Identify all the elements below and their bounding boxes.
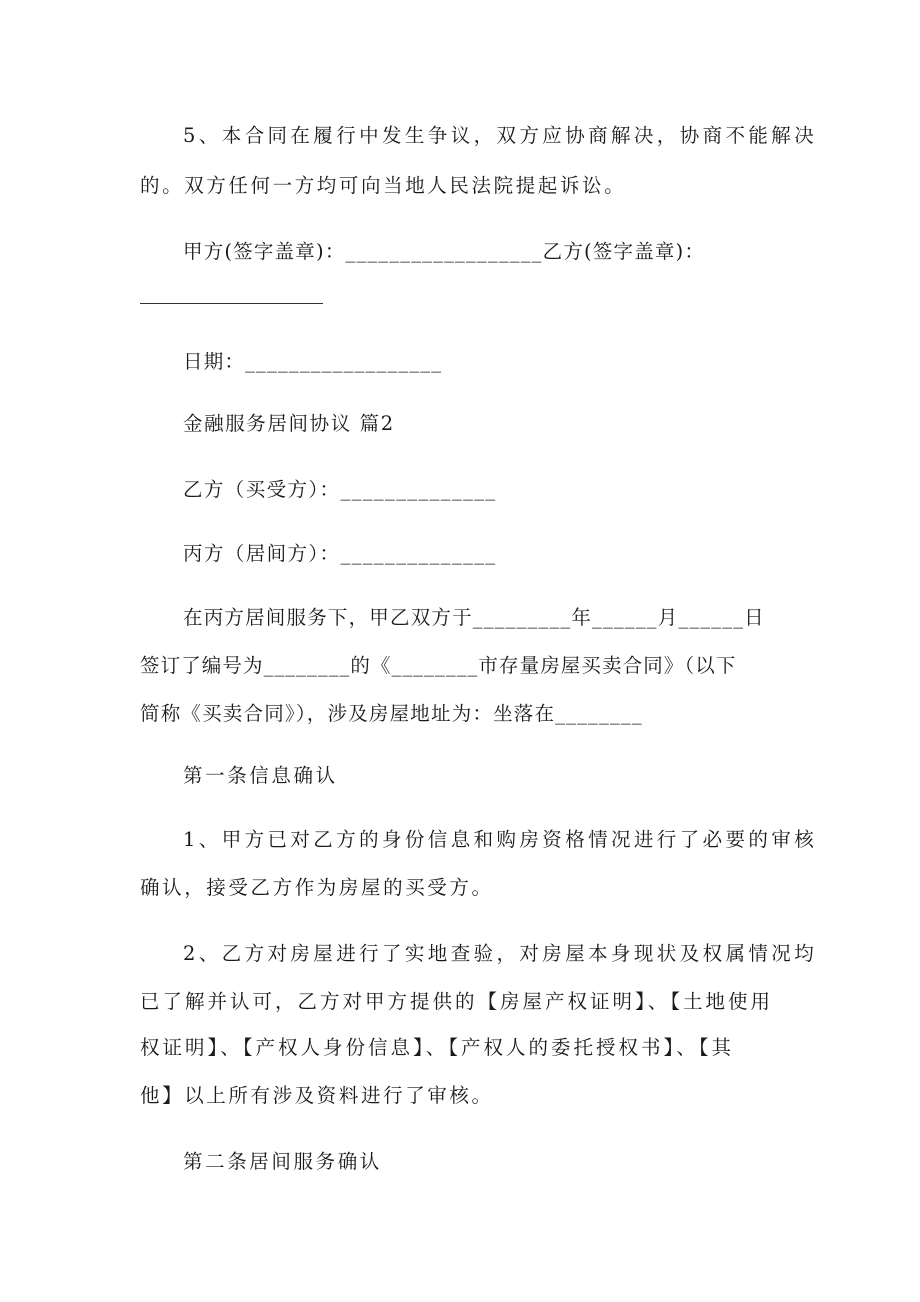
- paragraph-line: 确认，接受乙方作为房屋的买受方。: [140, 876, 494, 899]
- paragraph-line: 2、乙方对房屋进行了实地查验，对房屋本身现状及权属情况均: [183, 942, 818, 965]
- party-line: 乙方（买受方）：______________: [183, 478, 497, 501]
- paragraph-line: 1、甲方已对乙方的身份信息和购房资格情况进行了必要的审核: [183, 828, 818, 851]
- date-line: 日期：__________________: [183, 350, 443, 373]
- paragraph-line: 简称《买卖合同》），涉及房屋地址为：坐落在________: [140, 702, 643, 725]
- signature-blank-line: [140, 303, 323, 304]
- section-title: 金融服务居间协议 篇2: [183, 412, 395, 435]
- paragraph-line: 5、本合同在履行中发生争议，双方应协商解决，协商不能解决: [183, 124, 818, 147]
- paragraph-line: 在丙方居间服务下，甲乙双方于_________年______月______日: [183, 606, 765, 629]
- paragraph-line: 他】以上所有涉及资料进行了审核。: [140, 1084, 494, 1107]
- paragraph-line: 已了解并认可，乙方对甲方提供的【房屋产权证明】、【土地使用: [140, 990, 774, 1013]
- signature-line: 甲方(签字盖章)：__________________乙方(签字盖章)：: [183, 240, 706, 263]
- party-line: 丙方（居间方）：______________: [183, 542, 497, 565]
- paragraph-line: 的。双方任何一方均可向当地人民法院提起诉讼。: [140, 174, 627, 197]
- paragraph-line: 签订了编号为________的《________市存量房屋买卖合同》（以下: [140, 654, 737, 677]
- paragraph-line: 权证明】、【产权人身份信息】、【产权人的委托授权书】、【其: [140, 1036, 735, 1059]
- article-heading: 第二条居间服务确认: [183, 1150, 382, 1173]
- article-heading: 第一条信息确认: [183, 764, 338, 787]
